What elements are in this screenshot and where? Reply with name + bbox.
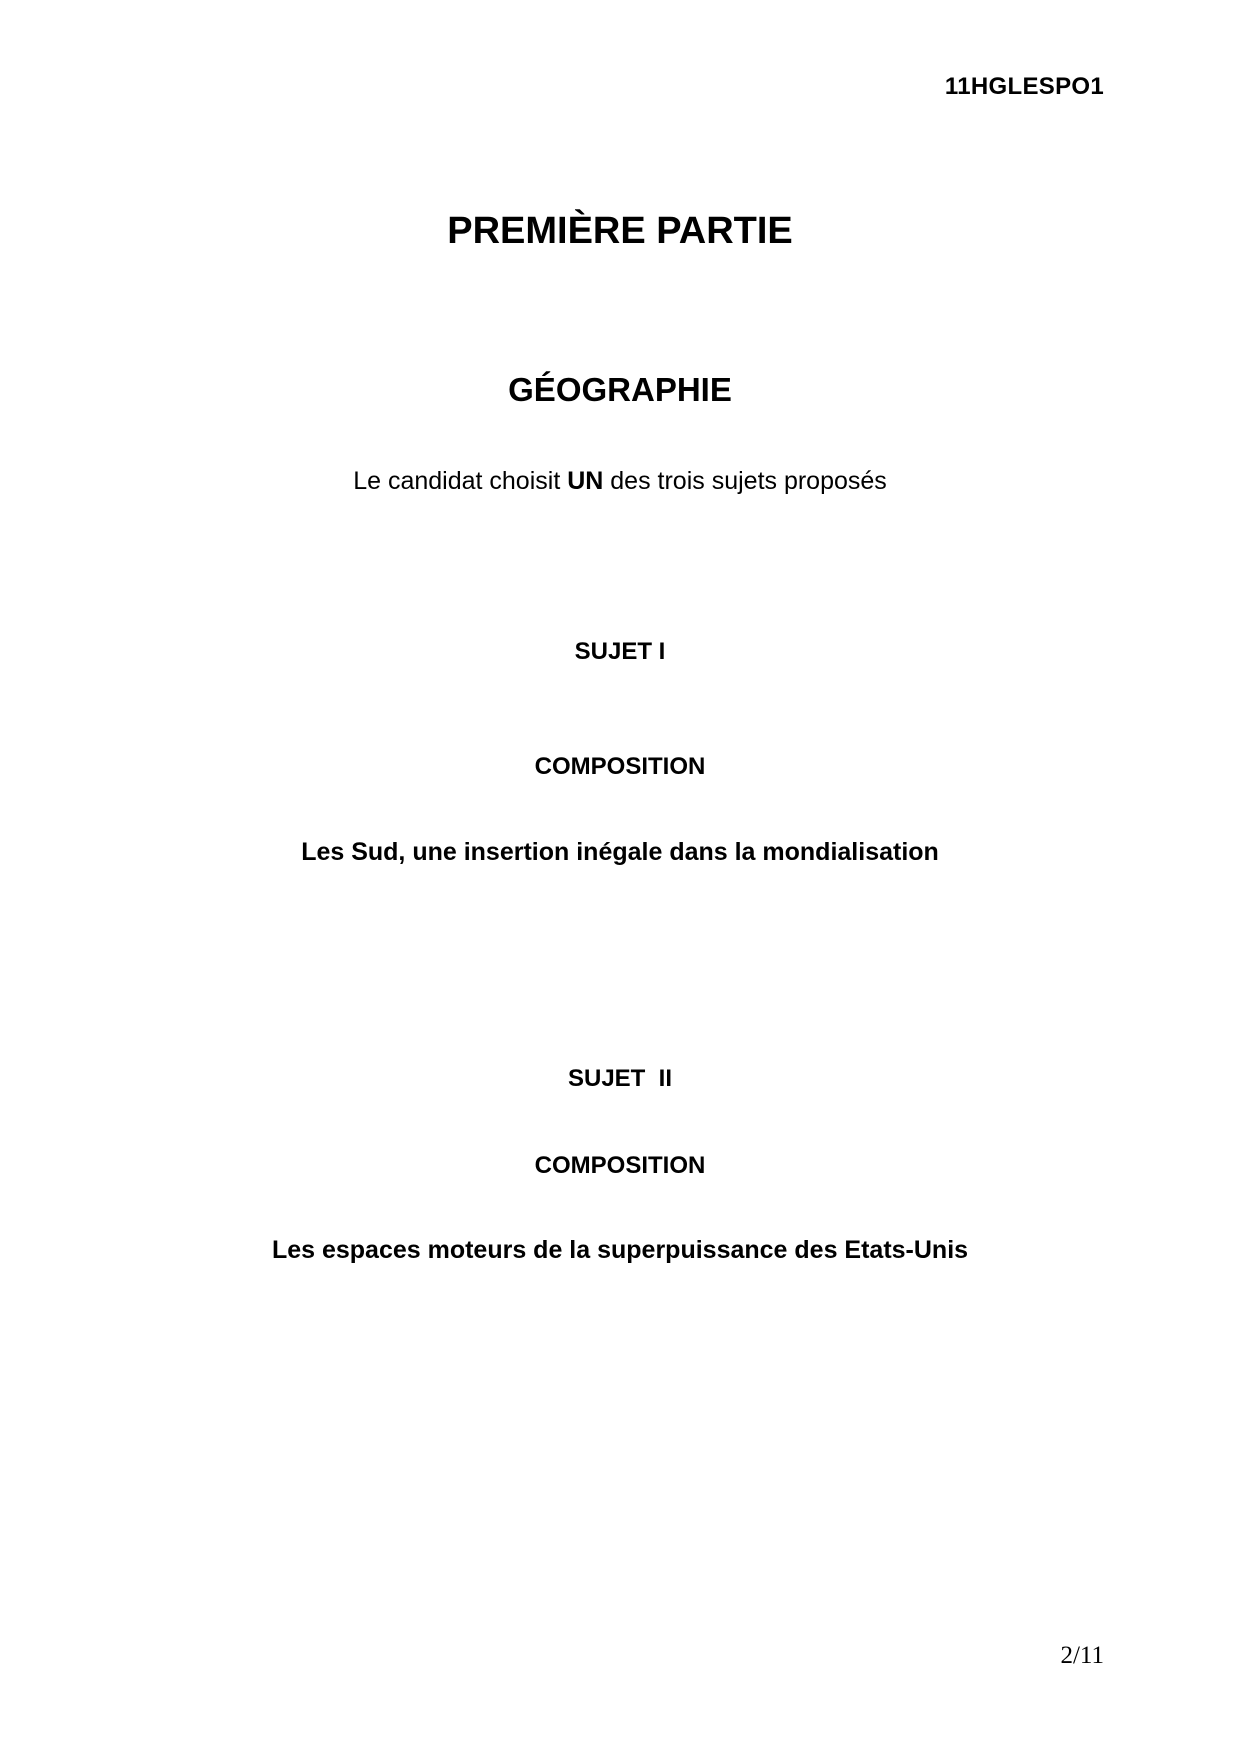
subject-1-label: SUJET I: [574, 638, 666, 665]
section-title: GÉOGRAPHIE: [508, 371, 732, 408]
document-code: 11HGLESPO1: [944, 73, 1104, 100]
instruction-text: [0, 467, 1240, 496]
instruction-emphasis: UN: [567, 467, 604, 495]
subject-2-type: COMPOSITION: [534, 1152, 706, 1179]
subject-2-label: SUJET II: [567, 1065, 673, 1092]
subject-1-title: Les Sud, une insertion inégale dans la mondialisation: [301, 838, 939, 866]
instruction-before: Le candidat choisit: [353, 467, 568, 495]
part-title: PREMIÈRE PARTIE: [447, 210, 793, 252]
subject-1-type: COMPOSITION: [534, 753, 706, 780]
page-number: 2/11: [1060, 1642, 1104, 1669]
instruction-after: des trois sujets proposés: [603, 467, 887, 495]
subject-2-title: Les espaces moteurs de la superpuissance des Etats-Unis: [271, 1236, 969, 1264]
